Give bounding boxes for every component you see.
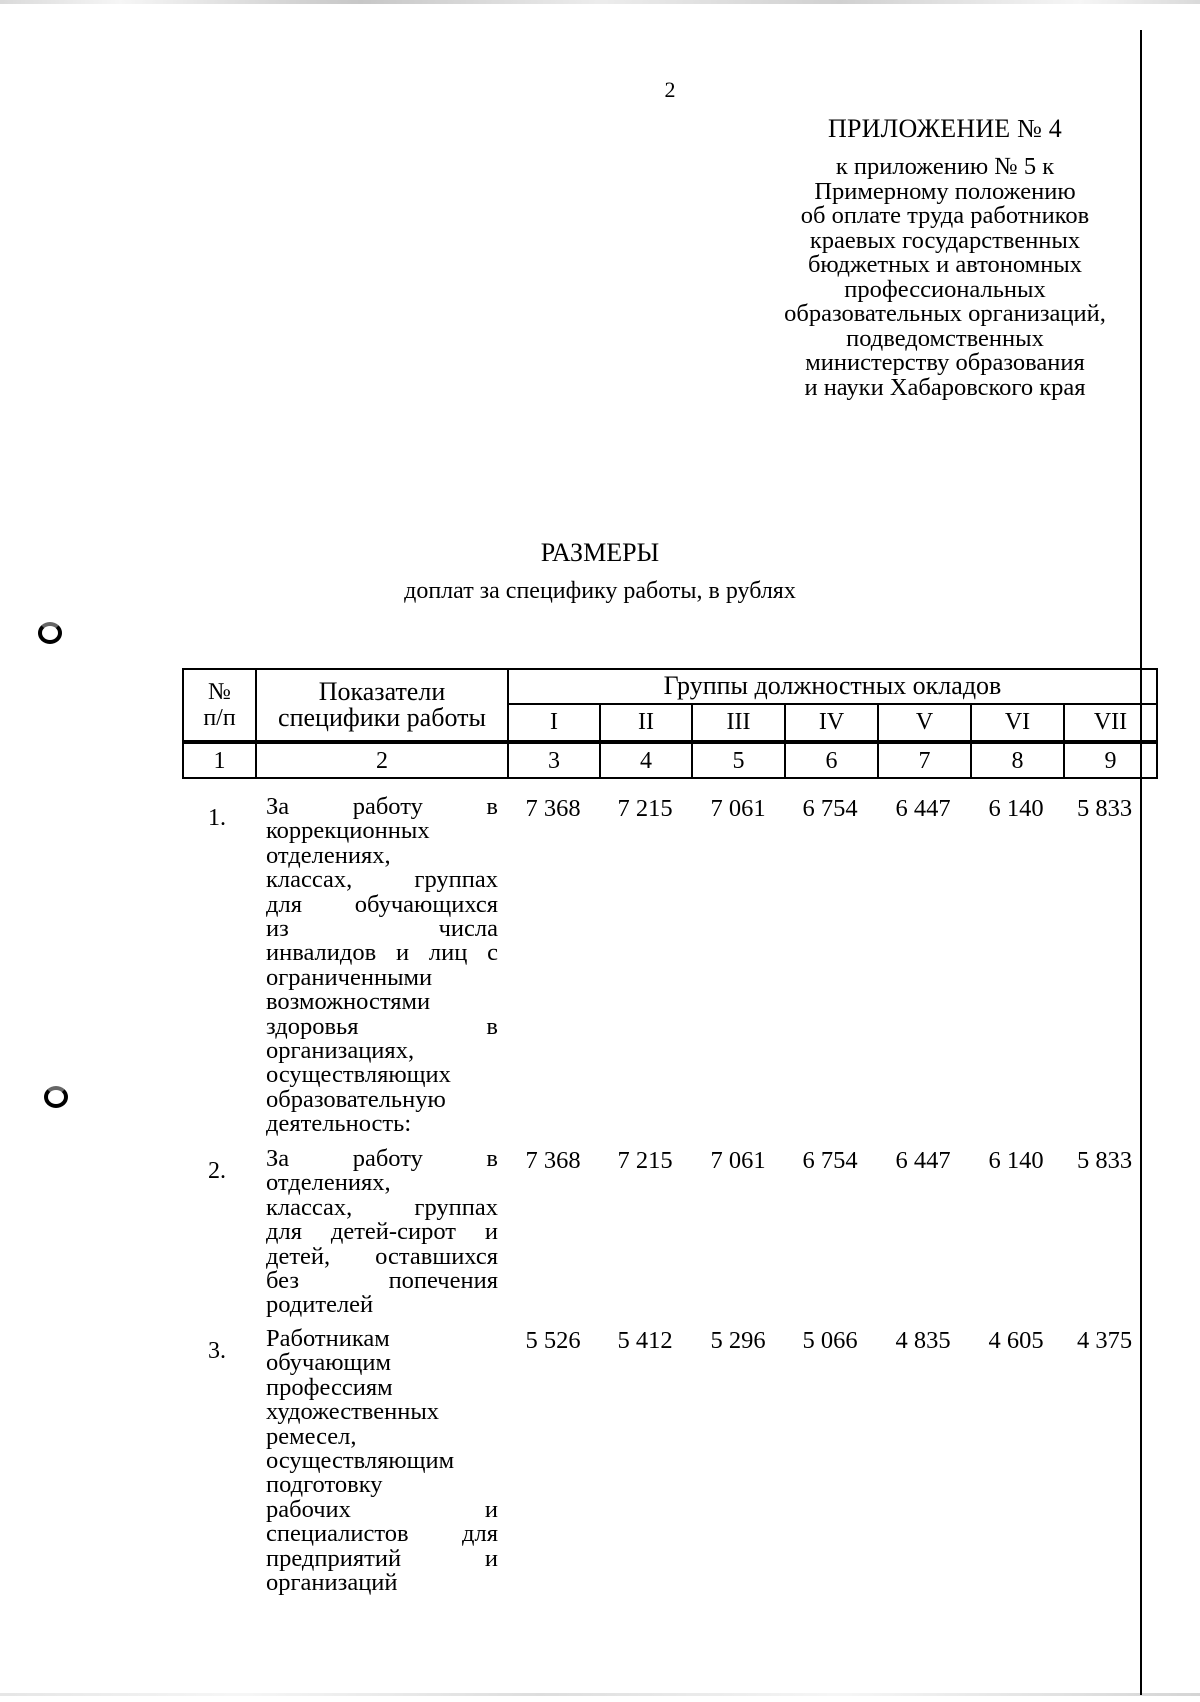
row-text-line: для детей-сирот и [266,1218,498,1246]
row-value-cell: 7 061 [710,795,766,822]
row-value-cell: 6 754 [802,1147,858,1174]
row-text-line: деятельность: [266,1110,412,1138]
row-value-cell: 7 215 [617,1147,673,1174]
col-num-header-line: № [208,679,231,705]
row-text-line: для обучающихся [266,890,498,918]
group-header-cell: VI [971,704,1064,741]
row-value-cell: 7 368 [525,795,581,822]
row-value-cell: 6 754 [802,795,858,822]
row-value-cell: 7 215 [617,795,673,822]
row-value-cell: 4 375 [1077,1327,1133,1354]
row-value-cell: 7 368 [525,1147,581,1174]
appendix-line: образовательных организаций, [784,300,1106,327]
row-text-line: из числа [266,915,498,943]
row-text-line: классах, группах [266,866,498,894]
row-value-cell: 5 833 [1077,795,1133,822]
group-header-cell: I [508,704,600,741]
row-text-line: Работникам [266,1325,390,1352]
document-subtitle: доплат за специфику работы, в рублях [404,578,796,604]
row-value-cell: 5 412 [617,1327,673,1354]
row-text-line: За работу в [266,793,498,820]
row-value-cell: 5 296 [710,1327,766,1354]
column-number-cell: 6 [785,743,878,778]
row-text-line: художественных [266,1398,440,1426]
appendix-line: об оплате труда работников [800,202,1090,229]
column-number-cell: 2 [256,743,508,778]
appendix-line: Примерному положению [814,177,1076,205]
row-text-line: родителей [266,1291,374,1319]
row-text-line: коррекционных [266,817,430,845]
column-number-cell: 5 [692,743,785,778]
row-value-cell: 6 447 [895,1147,951,1174]
row-text-line: инвалидов и лиц с [266,939,498,967]
row-text-line: специалистов для [266,1520,498,1548]
group-header-cell: IV [785,704,878,741]
row-number: 2. [208,1158,226,1184]
row-text-line: осуществляющих [266,1061,451,1089]
scan-edge-bottom [0,1693,1200,1696]
row-value-cell: 5 833 [1077,1147,1133,1174]
row-value-cell: 4 835 [895,1327,951,1354]
row-text-line: отделениях, [266,841,391,869]
row-value-cell: 6 447 [895,795,951,822]
group-header-cell: V [878,704,971,741]
column-number-cell: 3 [508,743,600,778]
row-text-line: осуществляющим [266,1447,455,1475]
row-text-line: возможностями [266,988,431,1016]
punch-hole-bottom [44,1086,68,1108]
col-num-header [183,669,256,741]
appendix-line: к приложению № 5 к [835,153,1055,180]
table-header [182,668,1158,742]
row-text-line: ремесел, [266,1422,357,1450]
row-value-cell: 5 526 [525,1327,581,1354]
appendix-title: ПРИЛОЖЕНИЕ № 4 [828,114,1062,143]
row-value-cell: 5 066 [802,1327,858,1354]
row-value-cell: 7 061 [710,1147,766,1174]
row-text-line: организаций [266,1569,398,1597]
page-number: 2 [664,77,676,102]
row-text-line: предприятий и [266,1544,498,1572]
appendix-line: министерству образования [805,349,1085,376]
column-number-cell: 8 [971,743,1064,778]
row-value-cell: 6 140 [988,795,1044,822]
row-number: 1. [208,805,226,831]
row-text-line: отделениях, [266,1169,391,1197]
row-text-line: без попечения [266,1267,498,1295]
row-text-line: За работу в [266,1145,498,1172]
row-text-line: рабочих и [266,1495,498,1523]
row-text-line: организациях, [266,1037,415,1065]
col-indicator-header [256,669,508,741]
row-value-cell: 6 140 [988,1147,1044,1174]
row-text-line: детей, оставшихся [266,1242,498,1270]
row-text-line: подготовку [266,1471,383,1499]
row-indicator-text [266,795,498,1137]
appendix-line: краевых государственных [809,226,1081,254]
col-indicator-header-line: специфики работы [278,703,486,732]
punch-hole-top [38,622,62,644]
column-number-row [182,742,1158,779]
row-text-line: классах, группах [266,1193,498,1221]
row-number: 3. [208,1338,226,1364]
row-text-line: здоровья в [266,1012,498,1040]
scan-edge-top [0,0,1200,4]
row-text-line: ограниченными [266,963,433,991]
column-number-cell: 9 [1064,743,1157,778]
group-header-cell: VII [1064,704,1157,741]
row-indicator-text [266,1147,498,1318]
appendix-reference [720,155,1170,400]
column-number-cell: 7 [878,743,971,778]
col-num-header-line: п/п [203,705,236,731]
row-text-line: профессиям [266,1373,393,1401]
appendix-line: и науки Хабаровского края [804,373,1086,401]
group-header-cell: III [692,704,785,741]
appendix-line: профессиональных [844,275,1046,303]
row-value-cell: 4 605 [988,1327,1044,1354]
row-indicator-text [266,1327,498,1595]
col-indicator-header-line: Показатели [318,677,446,706]
column-number-cell: 1 [183,743,256,778]
row-text-line: образовательную [266,1085,446,1113]
appendix-line: подведомственных [846,324,1044,352]
groups-header: Группы должностных окладов [508,669,1157,704]
row-text-line: обучающим [266,1349,392,1377]
document-title: РАЗМЕРЫ [540,538,660,567]
group-header-cell: II [600,704,692,741]
appendix-line: бюджетных и автономных [807,251,1083,278]
column-number-cell: 4 [600,743,692,778]
